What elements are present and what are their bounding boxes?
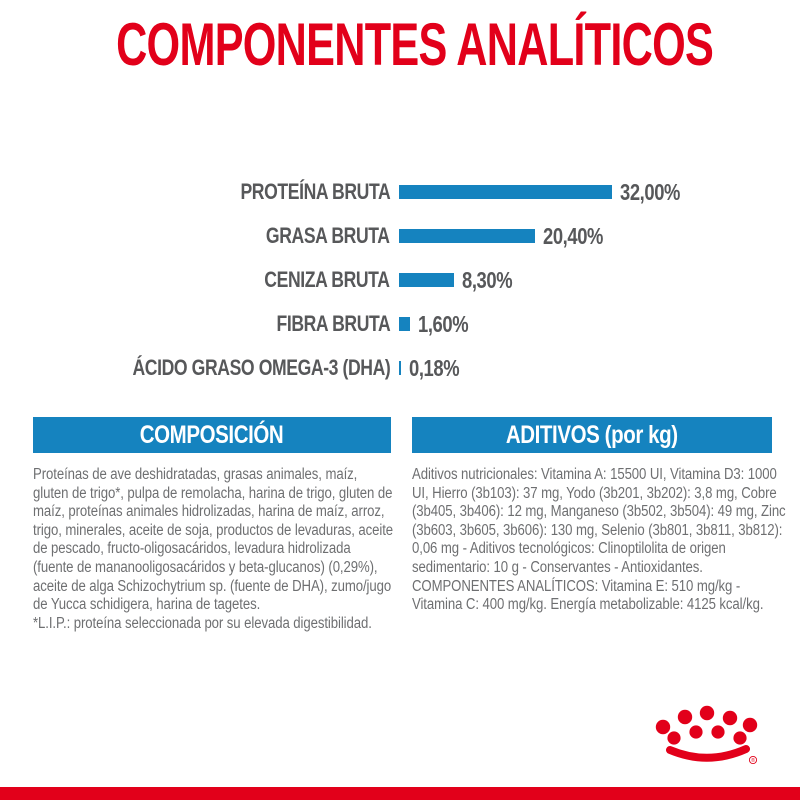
additives-section	[412, 417, 786, 615]
chart-row-label: GRASA BRUTA	[266, 223, 390, 248]
chart-row	[0, 214, 800, 258]
bottom-red-band	[0, 787, 800, 800]
bar-fibra	[399, 317, 410, 331]
bar-ceniza	[399, 273, 454, 287]
additives-body	[412, 466, 793, 615]
chart-row-value: 0,18%	[409, 354, 460, 381]
registered-trademark-icon	[749, 756, 756, 764]
chart-row-value: 1,60%	[418, 310, 469, 337]
composition-text: Proteínas de ave deshidratadas, grasas animales, maíz, gluten de trigo*, pulpa de remolacha, harina de trigo, gluten de maíz, proteínas animales hidrolizadas, harina de maíz, arroz, trigo, minerales, aceite de soja, productos de levaduras, aceite de pescado, fructo-oligosacáridos, levadura hidrolizada (fuente de mananooligosacáridos y beta-glucanos) (0,29%), aceite de alga Schizochytrium sp. (fuente de DHA), zumo/jugo de Yucca schidigera, harina de tagetes.	[33, 466, 394, 614]
composition-header	[33, 417, 391, 453]
bar-proteina	[399, 185, 612, 199]
bar-grasa	[399, 229, 535, 243]
svg-text:®: ®	[751, 758, 755, 764]
composition-footnote: *L.I.P.: proteína seleccionada por su elevada digestibilidad.	[33, 614, 372, 632]
chart-row-label: PROTEÍNA BRUTA	[240, 179, 390, 204]
page-title-wrap	[0, 10, 800, 79]
analytical-components-bar-chart	[0, 170, 800, 390]
chart-row	[0, 170, 800, 214]
crown-swoosh	[670, 749, 746, 758]
additives-header-label: ADITIVOS (por kg)	[506, 421, 678, 449]
chart-row-label: CENIZA BRUTA	[264, 267, 390, 292]
additives-text: Aditivos nutricionales: Vitamina A: 15500 UI, Vitamina D3: 1000 UI, Hierro (3b103): 37 mg, Yodo (3b201, 3b202): 3,8 mg, Cobre (3b405, 3b406): 12 mg, Manganeso (3b502, 3b504): 49 mg, Zinc (3b603, 3b605, 3b606): 130 mg, Selenio (3b801, 3b811, 3b812): 0,06 mg - Aditivos tecnológicos: Clinoptilolita de origen sedimentario: 10 g - Conservantes - Antioxidantes. COMPONENTES ANALÍTICOS: Vitamina E: 510 mg/kg - Vitamina C: 400 mg/kg. Energía metabolizable: 4125 kcal/kg.	[412, 466, 786, 614]
chart-row	[0, 346, 800, 390]
chart-row-value: 8,30%	[462, 266, 513, 293]
chart-row-value: 32,00%	[620, 178, 681, 205]
chart-row-label: FIBRA BRUTA	[276, 311, 390, 336]
chart-row	[0, 258, 800, 302]
royal-canin-crown-logo	[652, 704, 764, 768]
chart-row	[0, 302, 800, 346]
page-title: COMPONENTES ANALÍTICOS	[116, 11, 714, 78]
bar-omega3-dha	[399, 361, 401, 375]
chart-row-label: ÁCIDO GRASO OMEGA-3 (DHA)	[132, 355, 390, 380]
chart-row-value: 20,40%	[543, 222, 604, 249]
composition-header-label: COMPOSICIÓN	[140, 421, 284, 449]
composition-section	[33, 417, 394, 633]
additives-header	[412, 417, 772, 453]
composition-body	[33, 466, 393, 633]
